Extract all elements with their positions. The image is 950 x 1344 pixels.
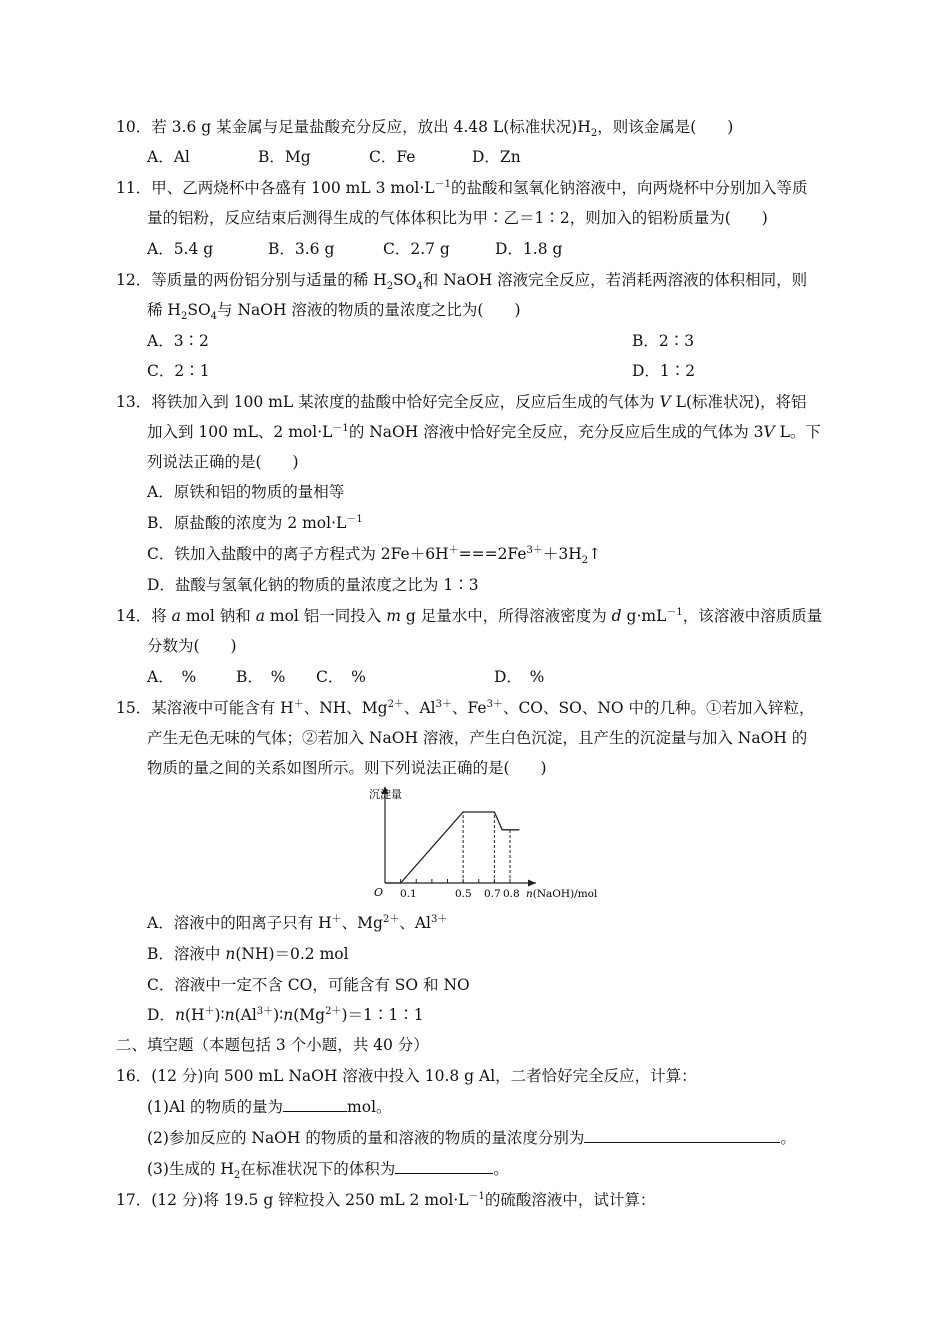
chart-marks <box>382 786 537 887</box>
question-16-part3: (3)生成的 $H_2$在标准状况下的体积为 。 <box>147 1160 509 1182</box>
question-11: 11．甲、乙两烧杯中各盛有 100 mL 3 $mol\cdot L^{-1}$的盐酸和氢氧化钠溶液中，向两烧杯中分别加入等质 <box>116 178 808 197</box>
question-12-line2: 稀 $H_2SO_4$与 NaOH 溶液的物质的量浓度之比为( ) <box>147 301 521 323</box>
question-number: 15． <box>116 699 152 717</box>
option-a: A．3∶2 <box>147 332 209 350</box>
option-c: C．2.7 g <box>383 240 450 258</box>
x-tick-label-0.1: 0.1 <box>400 888 417 900</box>
x-axis-arrow <box>528 880 536 887</box>
option-d: D．$n(H^+)∶n(Al^{3+})∶n(Mg^{2+})=1∶1∶1$ <box>147 1005 424 1024</box>
answer-blank[interactable] <box>584 1128 780 1143</box>
question-17: 17．(12 分)将 19.5 g 锌粒投入 250 mL 2 $mol\cdot L^{-1}$的硫酸溶液中，试计算： <box>116 1190 656 1209</box>
question-number: 16． <box>116 1067 152 1085</box>
question-number: 14． <box>116 607 152 625</box>
option-c: C．Fe <box>369 148 416 166</box>
question-number: 17． <box>116 1191 152 1209</box>
option-b: B．2∶3 <box>632 332 695 350</box>
option-d: D．盐酸与氢氧化钠的物质的量浓度之比为 1∶3 <box>147 576 479 594</box>
option-b: B．Mg <box>258 148 311 166</box>
question-15-line3: 物质的量之间的关系如图所示。则下列说法正确的是( ) <box>147 759 547 777</box>
option-a: A．Al <box>147 148 190 166</box>
question-16: 16．(12 分)向 500 mL NaOH 溶液中投入 10.8 g Al，二者恰好完全反应，计算： <box>116 1067 697 1085</box>
option-d: D．Zn <box>472 148 521 166</box>
question-number: 13． <box>116 393 152 411</box>
option-b: B．3.6 g <box>268 240 335 258</box>
option-a: A．溶液中的阳离子只有 H＋、$Mg^{2+}$、$Al^{3+}$ <box>147 913 448 932</box>
option-c: C． % <box>316 668 366 686</box>
option-a: A． % <box>147 668 197 686</box>
x-tick-label-0.5: 0.5 <box>455 888 472 900</box>
chart-ylabel: 沉淀量 <box>369 788 402 801</box>
option-c: C．铁加入盐酸中的离子方程式为 $2Fe+6H^+===2Fe^{3+}+3H_2↑$ <box>147 544 602 567</box>
precipitate-chart <box>360 782 620 904</box>
option-b: B． % <box>236 668 286 686</box>
question-15-line2: 产生无色无味的气体；②若加入 NaOH 溶液，产生白色沉淀，且产生的沉淀量与加入 NaOH 的 <box>147 729 808 747</box>
option-a: A．原铁和铝的物质的量相等 <box>147 483 345 501</box>
question-13: 13．将铁加入到 100 mL 某浓度的盐酸中恰好完全反应，反应后生成的气体为 V L(标准状况)，将铝 <box>116 393 807 411</box>
question-15: 15．某溶液中可能含有 H＋、NH、$Mg^{2+}$、$Al^{3+}$、$Fe^{3+}$、CO、SO、NO 中的几种。①若加入锌粒， <box>116 698 815 717</box>
answer-blank[interactable] <box>395 1159 493 1174</box>
question-13-line2: 加入到 100 mL、2 $mol\cdot L^{-1}$的 NaOH 溶液中恰好完全反应，充分反应后生成的气体为 3V L。下 <box>147 422 821 441</box>
question-12: 12．等质量的两份铝分别与适量的稀 $H_2SO_4$和 NaOH 溶液完全反应，若消耗两溶液的体积相同，则 <box>116 271 808 293</box>
question-14: 14．将 a mol 钠和 a mol 铝一同投入 m g 足量水中，所得溶液密度为 d $g\cdot mL^{-1}$，该溶液中溶质质量 <box>116 606 823 625</box>
chart-xlabel: n(NaOH)/mol <box>526 888 598 900</box>
x-tick-label-0.8: 0.8 <box>503 888 520 900</box>
option-a: A．5.4 g <box>147 240 214 258</box>
question-number: 12． <box>116 271 152 289</box>
option-c: C．2∶1 <box>147 362 210 380</box>
question-16-part2: (2)参加反应的 NaOH 的物质的量和溶液的物质的量浓度分别为 。 <box>147 1129 796 1147</box>
question-number: 10． <box>116 118 152 136</box>
question-16-part1: (1)Al 的物质的量为 mol。 <box>147 1098 392 1116</box>
precipitate-series-line <box>385 812 519 883</box>
option-d: D．1∶2 <box>632 362 696 380</box>
question-11-line2: 量的铝粉，反应结束后测得生成的气体体积比为甲∶乙＝1∶2，则加入的铝粉质量为( ) <box>147 209 768 227</box>
answer-blank[interactable] <box>283 1097 347 1112</box>
option-b: B．溶液中 n(NH)＝0.2 mol <box>147 945 349 963</box>
x-tick-label-0.7: 0.7 <box>484 888 501 900</box>
chart-origin: O <box>374 886 384 899</box>
section-heading: 二、填空题（本题包括 3 个小题，共 40 分） <box>116 1036 429 1054</box>
option-b: B．原盐酸的浓度为 2 $mol\cdot L^{-1}$ <box>147 513 363 532</box>
option-d: D． % <box>494 668 545 686</box>
question-10: 10．若 3.6 g 某金属与足量盐酸充分反应，放出 4.48 L(标准状况)$H_2$，则该金属是( ) <box>116 118 734 140</box>
question-number: 11． <box>116 179 152 197</box>
option-c: C．溶液中一定不含 CO，可能含有 SO 和 NO <box>147 976 470 994</box>
option-d: D．1.8 g <box>495 240 563 258</box>
question-13-line3: 列说法正确的是( ) <box>147 453 299 471</box>
question-14-line2: 分数为( ) <box>147 637 237 655</box>
